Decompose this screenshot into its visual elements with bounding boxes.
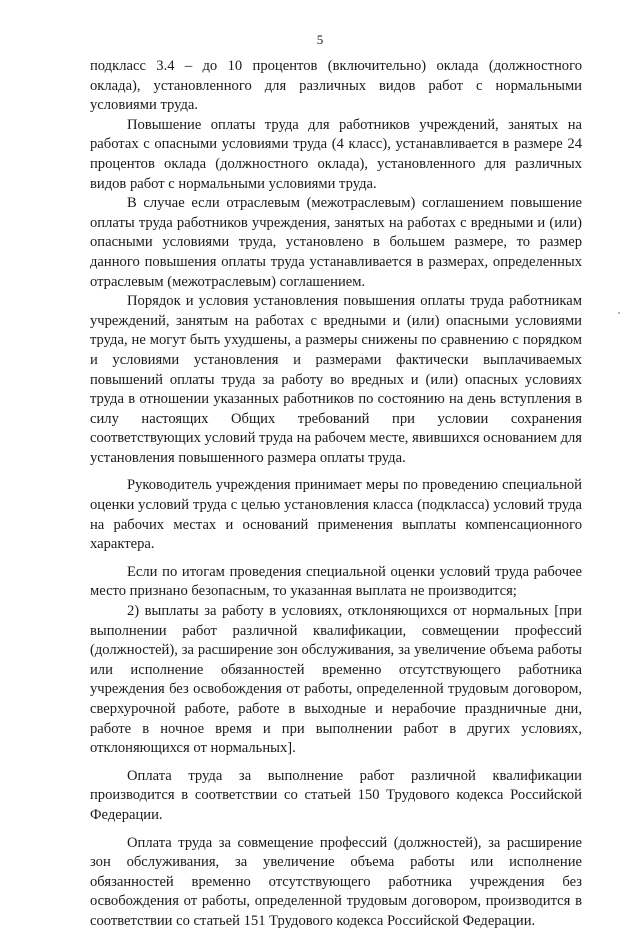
page-number: 5 bbox=[316, 32, 324, 47]
paragraph-safe-workplace: Если по итогам проведения специальной оценки условий труда рабочее место признано безопасным, то указанная выплата не производится; bbox=[90, 563, 582, 600]
paragraph-abnormal-conditions: 2) выплаты за работу в условиях, отклоняющихся от нормальных [при выполнении работ различной квалификации, совмещении профессий (должностей), за расширение зон обслуживания, за увеличение объема работы или исполнение обязанностей временно отсутствующего работника учреждения без освобождения от работы, определенной трудовым договором, сверхурочной работе, работе в выходные и нерабочие праздничные дни, работе в ночное время и при выполнении работ в других условиях, отклоняющихся от нормальных]. bbox=[90, 603, 582, 757]
scan-speck bbox=[618, 312, 620, 314]
paragraph-sector-agreement: В случае если отраслевым (межотраслевым) соглашением повышение оплаты труда работников учреждения, занятых на работах с вредными и (или) опасными условиями труда, установлено в большем размере, то размер данного повышения оплаты труда устанавливается в размерах, определенных отраслевым (межотраслевым) соглашением. bbox=[90, 195, 582, 290]
paragraph-hazardous-class-4: Повышение оплаты труда для работников учреждений, занятых на работах с опасными условиями труда (4 класс), устанавливается в размере 24 процентов оклада (должностного оклада), установленного для различных видов работ с нормальными условиями труда. bbox=[90, 116, 582, 192]
paragraph-subclass-3-4: подкласс 3.4 – до 10 процентов (включительно) оклада (должностного оклада), установленного для различных видов работ с нормальными условиями труда. bbox=[90, 58, 582, 114]
document-body bbox=[90, 57, 582, 932]
paragraph-article-151: Оплата труда за совмещение профессий (должностей), за расширение зон обслуживания, за увеличение объема работы или исполнение обязанностей временно отсутствующего работника учреждения без освобождения от работы, определенной трудовым договором, производится в соответствии со статьей 151 Трудового кодекса Российской Федерации. bbox=[90, 834, 582, 929]
paragraph-conditions-not-worsened: Порядок и условия установления повышения оплаты труда работникам учреждений, занятым на работах с вредными и (или) опасными условиями труда, не могут быть ухудшены, а размеры снижены по сравнению с порядком и условиями установления и размерами фактически выплачиваемых повышений оплаты труда за работу во вредных и (или) опасных условиях труда в отношении указанных работников по состоянию на день вступления в силу настоящих Общих требований при условии сохранения соответствующих условий труда на рабочем месте, явившихся основанием для установления повышенного размера оплаты труда. bbox=[90, 293, 582, 466]
paragraph-special-assessment: Руководитель учреждения принимает меры по проведению специальной оценки условий труда с целью установления класса (подкласса) условий труда на рабочих местах и оснований применения выплаты компенсационного характера. bbox=[90, 477, 582, 553]
paragraph-article-150: Оплата труда за выполнение работ различной квалификации производится в соответствии со статьей 150 Трудового кодекса Российской Федерации. bbox=[90, 767, 582, 823]
